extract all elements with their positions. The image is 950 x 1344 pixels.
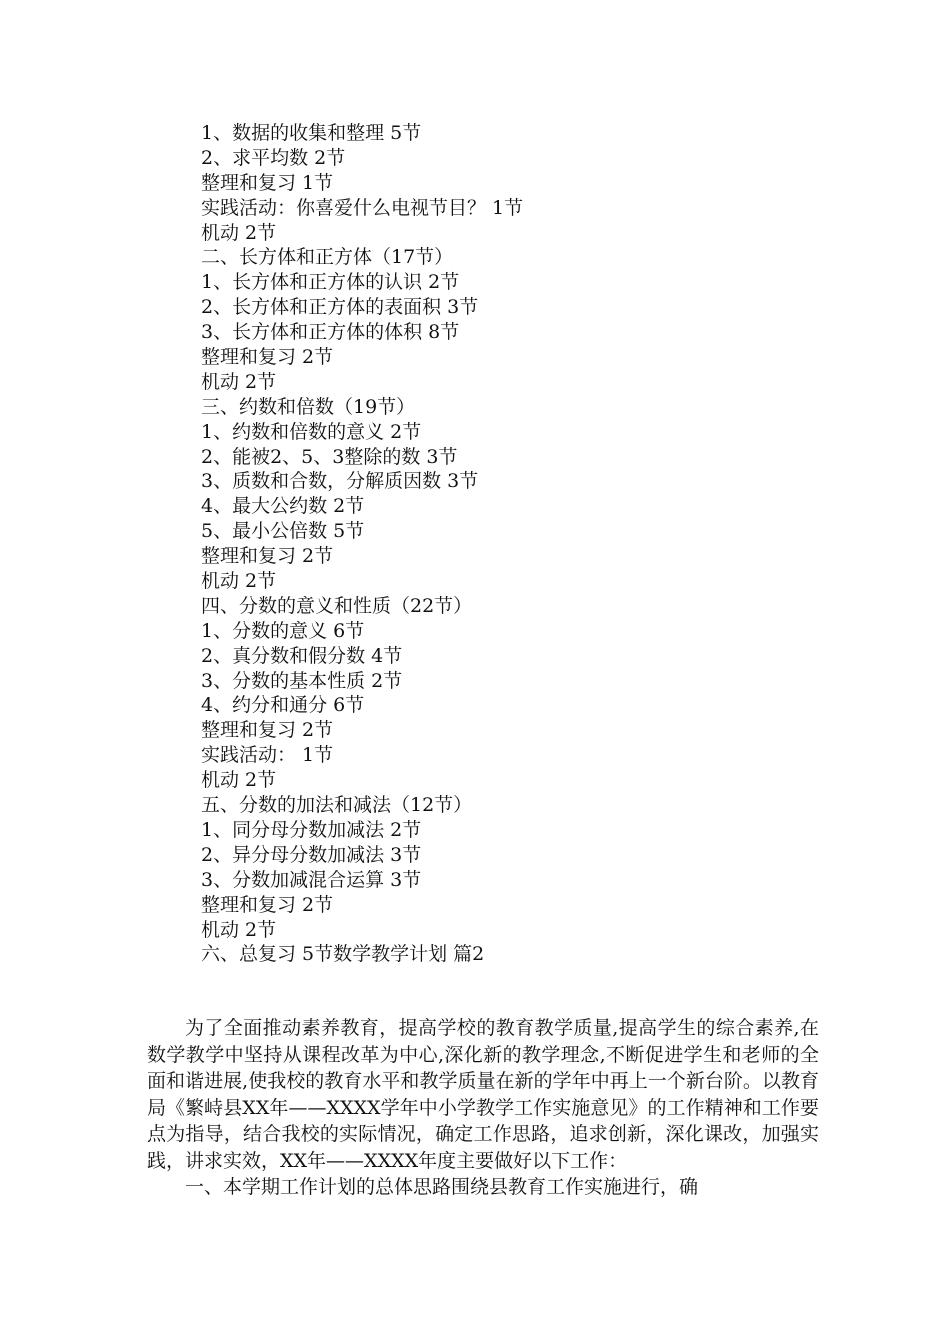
lesson-outline [201,121,821,967]
outline-line: 整理和复习 2节 [201,545,334,568]
outline-line: 2、真分数和假分数 4节 [201,644,403,667]
outline-line: 整理和复习 2节 [201,719,334,742]
paragraph: 为了全面推动素养教育，提高学校的教育教学质量,提高学生的综合素养,在数学教学中坚持从课程改革为中心,深化新的教学理念,不断促进学生和老师的全面和谐进展,使我校的教育水平和教学质量在新的学年中再上一个新台阶。以教育局《繁峙县XX年——XXXX学年中小学教学工作实施意见》的工作精神和工作要点为指导，结合我校的实际情况，确定工作思路，追求创新，深化课改，加强实践，讲求实效，XX年——XXXX年度主要做好以下工作： [147,1017,819,1172]
outline-line: 2、异分母分数加减法 3节 [201,843,422,866]
outline-line: 4、最大公约数 2节 [201,495,365,518]
outline-line: 3、质数和合数，分解质因数 3节 [201,470,479,493]
outline-line: 整理和复习 2节 [201,346,334,369]
outline-line: 1、约数和倍数的意义 2节 [201,420,422,443]
outline-line: 机动 2节 [201,769,277,792]
outline-line: 机动 2节 [201,370,277,393]
outline-line: 1、长方体和正方体的认识 2节 [201,271,460,294]
outline-line: 1、数据的收集和整理 5节 [201,122,422,144]
section-heading: 六、总复习 5节数学教学计划 篇2 [201,943,485,966]
outline-line: 3、分数加减混合运算 3节 [201,868,422,891]
paragraph: 一、本学期工作计划的总体思路围绕县教育工作实施进行，确 [185,1176,699,1198]
section-heading: 二、长方体和正方体（17节） [201,246,454,269]
outline-line: 2、长方体和正方体的表面积 3节 [201,296,479,319]
outline-line: 机动 2节 [201,570,277,593]
section-heading: 五、分数的加法和减法（12节） [201,794,473,817]
outline-line: 5、最小公倍数 5节 [201,520,365,543]
outline-line: 2、求平均数 2节 [201,146,346,169]
outline-line: 1、同分母分数加减法 2节 [201,818,422,841]
section-heading: 四、分数的意义和性质（22节） [201,594,473,617]
outline-line: 3、分数的基本性质 2节 [201,669,403,692]
body-text [147,1015,819,1201]
outline-line: 整理和复习 1节 [201,171,334,194]
outline-line: 实践活动： 1节 [201,744,334,767]
outline-line: 3、长方体和正方体的体积 8节 [201,321,460,344]
outline-line: 4、约分和通分 6节 [201,694,365,717]
outline-line: 1、分数的意义 6节 [201,619,365,642]
outline-line: 整理和复习 2节 [201,893,334,916]
outline-line: 实践活动：你喜爱什么电视节目？ 1节 [201,196,524,219]
section-heading: 三、约数和倍数（19节） [201,395,416,418]
outline-line: 机动 2节 [201,918,277,941]
outline-line: 机动 2节 [201,221,277,244]
outline-line: 2、能被2、5、3整除的数 3节 [201,445,458,468]
